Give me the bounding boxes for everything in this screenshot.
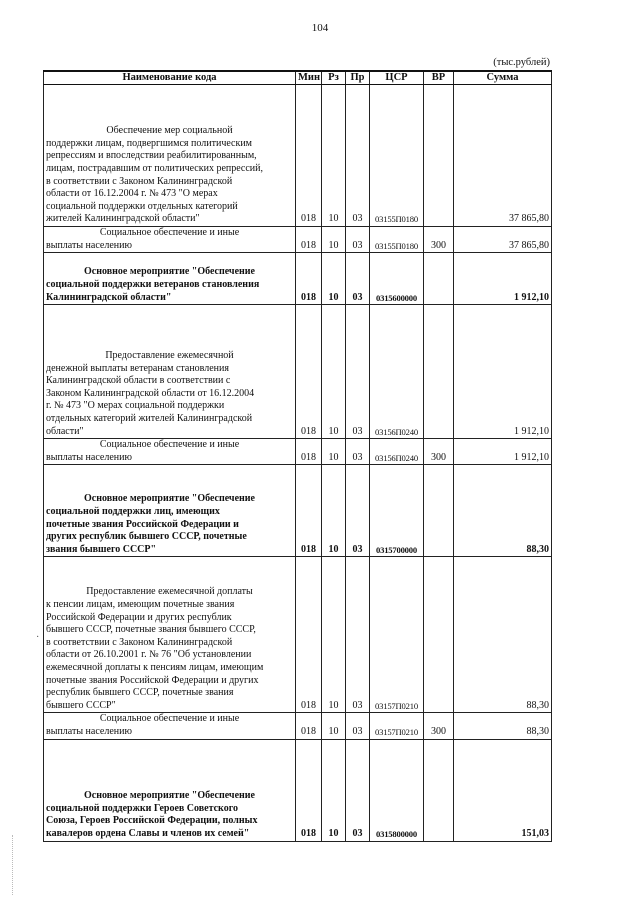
row-csr: 03156П0240	[370, 439, 424, 465]
row-min: 018	[296, 439, 322, 465]
row-sum: 151,03	[454, 739, 552, 841]
table-header-row	[44, 71, 552, 85]
row-pr: 03	[346, 227, 370, 253]
row-sum: 1 912,10	[454, 253, 552, 305]
row-name-line: Калининградской области в соответствии с	[46, 375, 231, 387]
row-rz: 10	[322, 713, 346, 739]
row-name-line: Обеспечение мер социальной	[106, 125, 233, 137]
row-min: 018	[296, 227, 322, 253]
column-header-vr: ВР	[424, 71, 454, 85]
row-sum: 88,30	[454, 713, 552, 739]
row-name-line: Основное мероприятие "Обеспечение	[84, 266, 255, 278]
row-name-line: Российской Федерации и других республик	[46, 611, 232, 623]
scan-edge	[12, 835, 15, 895]
row-min: 018	[296, 713, 322, 739]
row-csr: 0315700000	[370, 465, 424, 557]
table-row	[44, 253, 552, 305]
row-pr: 03	[346, 739, 370, 841]
row-vr: 300	[424, 439, 454, 465]
row-vr: 300	[424, 227, 454, 253]
row-name-line: Социальное обеспечение и иные	[99, 713, 240, 725]
row-sum: 37 865,80	[454, 85, 552, 227]
budget-table	[43, 70, 552, 842]
row-rz: 10	[322, 739, 346, 841]
row-name-line: бывшего СССР"	[46, 699, 116, 711]
row-name-line: жителей Калининградской области"	[46, 213, 200, 225]
row-csr: 03155П0180	[370, 85, 424, 227]
row-rz: 10	[322, 465, 346, 557]
row-rz: 10	[322, 557, 346, 713]
row-min: 018	[296, 253, 322, 305]
row-name-line: ежемесячной доплаты к пенсиям лицам, имеющим	[46, 662, 264, 673]
row-name-line: Союза, Героев Российской Федерации, полных	[46, 815, 258, 827]
row-pr: 03	[346, 85, 370, 227]
row-min: 018	[296, 557, 322, 713]
row-name	[44, 713, 296, 739]
units-label: (тыс.рублей)	[493, 57, 550, 68]
row-name-line: выплаты населению	[46, 239, 132, 251]
row-name-line: Основное мероприятие "Обеспечение	[84, 790, 255, 802]
column-header-rz: Рз	[322, 71, 346, 85]
row-min: 018	[296, 465, 322, 557]
row-name-line: репрессиям и впоследствии реабилитированным,	[46, 150, 257, 162]
row-vr	[424, 305, 454, 439]
row-csr: 0315800000	[370, 739, 424, 841]
row-name-line: отдельных категорий жителей Калининградской	[46, 413, 253, 424]
row-name-line: Социальное обеспечение и иные	[99, 227, 240, 238]
row-pr: 03	[346, 439, 370, 465]
table-body	[44, 85, 552, 842]
row-name-line: республик бывшего СССР, почетные звания	[46, 687, 234, 699]
row-rz: 10	[322, 227, 346, 253]
row-vr	[424, 85, 454, 227]
row-name-line: денежной выплаты ветеранам становления	[46, 362, 229, 374]
row-sum: 88,30	[454, 465, 552, 557]
row-rz: 10	[322, 305, 346, 439]
table-row	[44, 713, 552, 739]
row-name-line: кавалеров ордена Славы и членов их семей"	[46, 827, 250, 839]
row-name-line: поддержки лицам, подвергшимся политическим	[46, 137, 253, 149]
row-name-line: почетные звания Российской Федерации и других	[46, 674, 259, 686]
row-sum: 37 865,80	[454, 227, 552, 253]
row-vr: 300	[424, 713, 454, 739]
row-rz: 10	[322, 253, 346, 305]
row-csr: 0315600000	[370, 253, 424, 305]
column-header-pr: Пр	[346, 71, 370, 85]
row-name-line: бывшего СССР, почетные звания бывшего СССР,	[46, 624, 256, 636]
row-name-line: социальной поддержки лиц, имеющих	[46, 506, 220, 517]
row-min: 018	[296, 85, 322, 227]
row-name-line: Предоставление ежемесячной	[105, 350, 234, 362]
row-name	[44, 739, 296, 841]
row-name-line: социальной поддержки Героев Советского	[46, 802, 238, 814]
row-pr: 03	[346, 557, 370, 713]
row-pr: 03	[346, 253, 370, 305]
table-row	[44, 227, 552, 253]
row-name	[44, 305, 296, 439]
row-name	[44, 85, 296, 227]
table-row	[44, 557, 552, 713]
row-name	[44, 465, 296, 557]
row-sum: 1 912,10	[454, 305, 552, 439]
row-pr: 03	[346, 305, 370, 439]
row-name-line: области"	[46, 425, 84, 437]
margin-mark: ·	[36, 632, 40, 643]
page-number: 104	[311, 22, 329, 34]
row-name-line: Предоставление ежемесячной доплаты	[86, 586, 253, 598]
column-header-csr: ЦСР	[370, 71, 424, 85]
row-name	[44, 227, 296, 253]
row-name-line: г. № 473 "О мерах социальной поддержки	[46, 400, 225, 412]
column-header-name: Наименование кода	[44, 71, 296, 85]
row-name-line: в соответствии с Законом Калининградской	[46, 636, 233, 648]
table-row	[44, 439, 552, 465]
column-header-sum: Сумма	[454, 71, 552, 85]
row-vr	[424, 557, 454, 713]
column-header-min: Мин	[296, 71, 322, 85]
row-csr: 03157П0210	[370, 557, 424, 713]
row-name-line: Калининградской области"	[46, 291, 172, 303]
row-name-line: социальной поддержки ветеранов становления	[46, 279, 260, 290]
row-name-line: лицам, пострадавшим от политических репрессий,	[46, 163, 264, 175]
row-pr: 03	[346, 713, 370, 739]
row-rz: 10	[322, 439, 346, 465]
row-sum: 1 912,10	[454, 439, 552, 465]
row-name-line: выплаты населению	[46, 451, 132, 463]
row-name-line: к пенсии лицам, имеющим почетные звания	[46, 599, 235, 611]
row-name	[44, 253, 296, 305]
table-row	[44, 305, 552, 439]
row-rz: 10	[322, 85, 346, 227]
row-name-line: других республик бывшего СССР, почетные	[46, 531, 247, 543]
row-name-line: почетные звания Российской Федерации и	[46, 518, 239, 530]
row-name	[44, 557, 296, 713]
table-row	[44, 85, 552, 227]
row-csr: 03156П0240	[370, 305, 424, 439]
row-name-line: области от 26.10.2001 г. № 76 "Об установлении	[46, 649, 252, 661]
row-csr: 03157П0210	[370, 713, 424, 739]
table-row	[44, 465, 552, 557]
row-min: 018	[296, 739, 322, 841]
row-min: 018	[296, 305, 322, 439]
row-name-line: Законом Калининградской области от 16.12.2004	[46, 387, 255, 399]
row-name-line: выплаты населению	[46, 725, 132, 737]
row-name-line: Социальное обеспечение и иные	[99, 439, 240, 451]
row-pr: 03	[346, 465, 370, 557]
row-vr	[424, 253, 454, 305]
row-name-line: звания бывшего СССР"	[46, 543, 157, 555]
row-name	[44, 439, 296, 465]
row-name-line: Основное мероприятие "Обеспечение	[84, 493, 255, 505]
row-vr	[424, 465, 454, 557]
row-name-line: области от 16.12.2004 г. № 473 "О мерах	[46, 188, 218, 200]
row-csr: 03155П0180	[370, 227, 424, 253]
row-sum: 88,30	[454, 557, 552, 713]
row-name-line: социальной поддержки отдельных категорий	[46, 200, 238, 212]
row-vr	[424, 739, 454, 841]
table-row	[44, 739, 552, 841]
row-name-line: в соответствии с Законом Калининградской	[46, 175, 233, 187]
